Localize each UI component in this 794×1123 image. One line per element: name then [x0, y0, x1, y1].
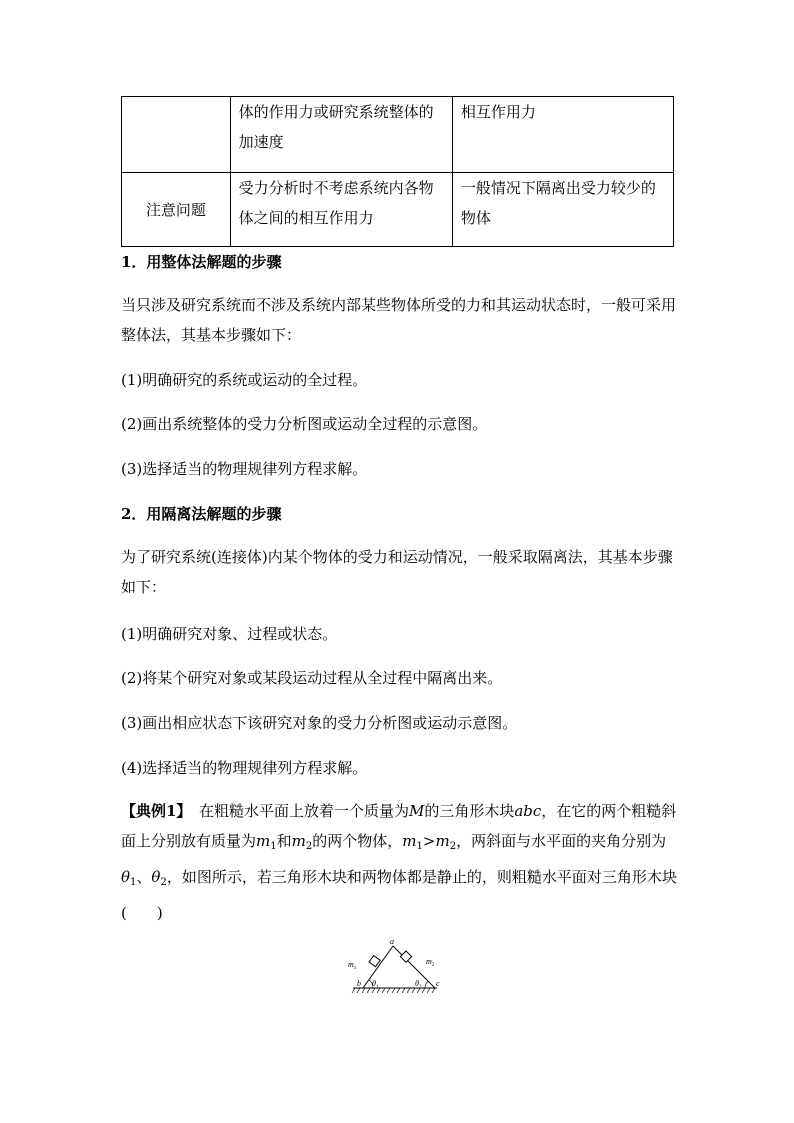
section-2-step: (2)将某个研究对象或某段运动过程从全过程中隔离出来。	[121, 669, 503, 687]
triangle-block-figure	[345, 936, 445, 998]
section-1-heading: 1．用整体法解题的步骤	[121, 253, 282, 271]
label-theta2: $\theta_2$	[415, 979, 422, 990]
block-m2	[400, 951, 411, 962]
table-cell: 一般情况下隔离出受力较少的物体	[452, 173, 673, 247]
table-cell	[122, 97, 231, 173]
label-b: b	[357, 979, 361, 988]
angle-arc-2	[425, 981, 428, 988]
label-theta1: $\theta_1$	[372, 979, 379, 990]
section-2-step: (3)画出相应状态下该研究对象的受力分析图或运动示意图。	[121, 714, 518, 732]
section-1-step: (2)画出系统整体的受力分析图或运动全过程的示意图。	[121, 415, 488, 433]
label-m1: $m_1$	[348, 960, 357, 971]
section-2-heading: 2．用隔离法解题的步骤	[121, 505, 282, 523]
label-a: a	[390, 937, 394, 946]
label-m2: $m_2$	[426, 957, 435, 968]
table-row	[122, 97, 674, 173]
section-1-step: (1)明确研究的系统或运动的全过程。	[121, 371, 368, 389]
label-c: c	[436, 979, 440, 988]
table-cell: 体的作用力或研究系统整体的加速度	[230, 97, 452, 173]
section-1-step: (3)选择适当的物理规律列方程求解。	[121, 460, 368, 478]
ground-hatch	[352, 988, 435, 993]
table-row	[122, 173, 674, 247]
section-1-intro: 当只涉及研究系统而不涉及系统内部某些物体所受的力和其运动状态时，一般可采用整体法，其基本步骤如下：	[121, 296, 677, 344]
table-cell: 相互作用力	[452, 97, 673, 173]
example-tag: 【典例1】	[121, 802, 184, 820]
example-1-text: 【典例1】 在粗糙水平面上放着一个质量为M的三角形木块abc，在它的两个粗糙斜面上分别放有质量为$m_1$和$m_2$的两个物体，$m_1>m_2$，两斜面与水平面的夹角分别为$\theta_1$、$\theta_2$，如图所示，若三角形木块和两物体都是静止的，则粗糙水平面对三角形木块( )	[121, 802, 677, 922]
block-m1	[369, 956, 380, 967]
section-2-step: (1)明确研究对象、过程或状态。	[121, 625, 338, 643]
table-cell: 注意问题	[122, 173, 231, 247]
method-comparison-table	[121, 96, 674, 247]
table-cell: 受力分析时不考虑系统内各物体之间的相互作用力	[230, 173, 452, 247]
section-2-step: (4)选择适当的物理规律列方程求解。	[121, 759, 368, 777]
section-2-intro: 为了研究系统(连接体)内某个物体的受力和运动情况，一般采取隔离法，其基本步骤如下：	[121, 548, 673, 596]
